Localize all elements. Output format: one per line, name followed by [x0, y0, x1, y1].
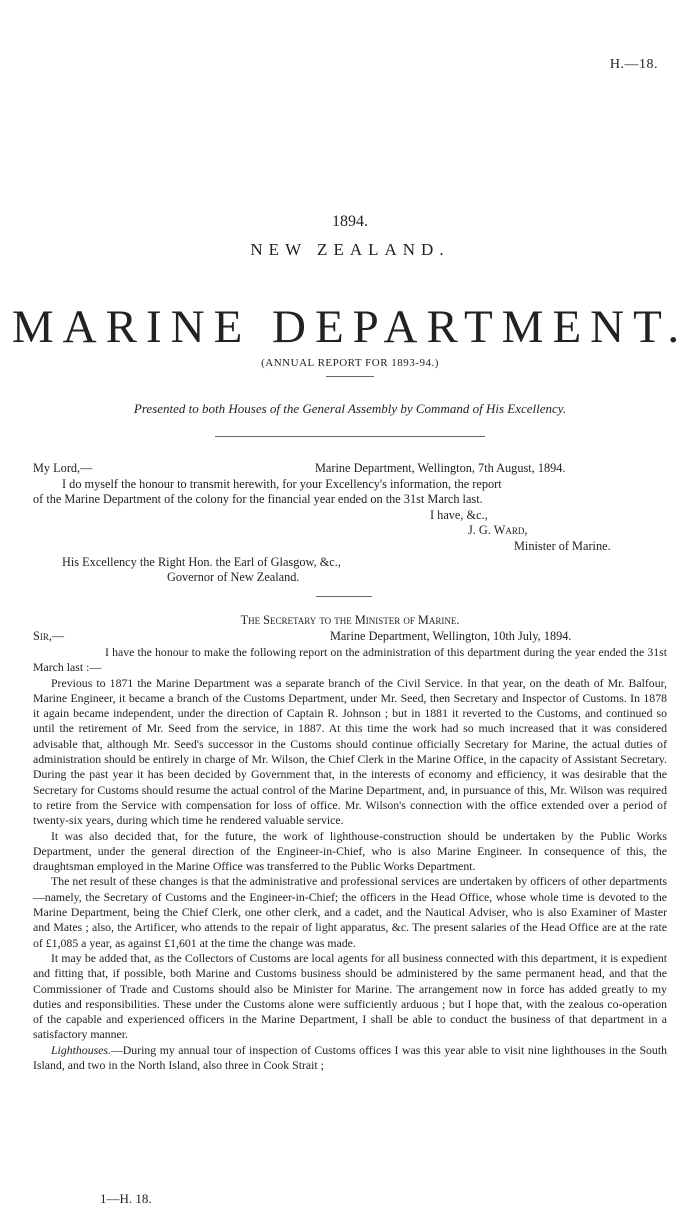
report-address: Marine Department, Wellington, 10th July, 1894.: [330, 629, 572, 643]
report-paragraph-customs-agents: It may be added that, as the Collectors of Customs are local agents for all business connected with this department, it is expedient and fitting that, if possible, both Marine and Customs business should be administered by the same permanent head, and that the Commissioner of Trade and Customs should also be Minister for Marine. The arrangement now in force has added greatly to my duties and responsibilities. These under the Customs alone were sufficiently arduous ; but I hope that, with the zealous co-operation of the capable and experienced officers in the Marine Department, I shall be able to conduct the business of that department in a satisfactory manner.: [33, 950, 667, 1042]
cover-recipient-line2: Governor of New Zealand.: [167, 570, 300, 584]
cover-address: Marine Department, Wellington, 7th August, 1894.: [315, 461, 566, 475]
report-salutation: Sir,—: [33, 629, 65, 643]
report-paragraph-lighthouse-construction: It was also decided that, for the future, the work of lighthouse-construction should be undertaken by the Public Works Department, under the general direction of the Engineer-in-Chief, who is also Marine Engineer. In consequence of this, the draughtsman employed in the Marine Office was transferred to the Public Works Department.: [33, 828, 667, 874]
title-rule: [326, 376, 374, 377]
page-code: H.—18.: [609, 57, 658, 72]
report-body: [33, 645, 667, 1073]
cover-recipient-line1: His Excellency the Right Hon. the Earl of Glasgow, &c.,: [62, 555, 341, 569]
cover-sign-title: Minister of Marine.: [514, 539, 611, 553]
country-heading: NEW ZEALAND.: [250, 240, 450, 259]
document-subtitle: (ANNUAL REPORT FOR 1893-94.): [261, 357, 439, 369]
cover-body-line2: of the Marine Department of the colony for the financial year ended on the 31st March last.: [33, 492, 483, 506]
lighthouses-text: —During my annual tour of inspection of Customs offices I was this year able to visit nine lighthouses in the South Island, and two in the North Island, also three in Cook Strait ;: [33, 1042, 667, 1073]
report-paragraph-history: Previous to 1871 the Marine Department was a separate branch of the Civil Service. In that year, on the death of Mr. Balfour, Marine Engineer, it became a branch of the Customs Department, under Mr. Seed, then Secretary and Inspector of Customs. In 1878 it again became independent, under the direction of Captain R. Johnson ; but in 1881 it reverted to the Customs, and continued so until the retirement of Mr. Seed from the service, in 1887. At this time the work had so much increased that it was considered advisable that, although Mr. Seed's successor in the Customs should continue officially Secretary for Marine, the actual duties of administration should be entirely in charge of Mr. Wilson, the Chief Clerk in the Marine Office, in the capacity of Assistant Secretary. During the past year it has been decided by Government that, in the interests of economy and efficiency, it was desirable that the Secretary for Customs should resume the actual control of the Marine Department, and, in pursuance of this, Mr. Wilson was required to retire from the Service with compensation for loss of office. Mr. Wilson's connection with the office extended over a period of twenty-six years, during which time he rendered valuable service.: [33, 675, 667, 828]
letter-rule: [316, 596, 372, 597]
lighthouses-lead: Lighthouses.: [51, 1042, 111, 1057]
presented-rule: [215, 436, 485, 437]
cover-body-line1: I do myself the honour to transmit herewith, for your Excellency's information, the report: [62, 477, 502, 491]
report-paragraph-lighthouses: [33, 1043, 667, 1074]
cover-closing: I have, &c.,: [430, 508, 488, 522]
report-paragraph-net-result: The net result of these changes is that the administrative and professional services are undertaken by officers of other departments—namely, the Secretary of Customs and the Engineer-in-Chief; the officers in the Head Office, whose whole time is devoted to the Marine Department, being the Chief Clerk, one other clerk, and a cadet, and the Nautical Adviser, who is also Examiner of Master and Mates ; also, the Artificer, who attends to the repair of light apparatus, &c. The present salaries of the Head Office are at the rate of £1,085 a year, as against £1,601 at the time the change was made.: [33, 874, 667, 950]
document-title: MARINE DEPARTMENT.: [11, 301, 689, 353]
sheet-number: 1—H. 18.: [100, 1191, 152, 1206]
cover-salutation: My Lord,—: [33, 461, 93, 475]
report-year: 1894.: [332, 213, 368, 230]
presented-line: Presented to both Houses of the General Assembly by Command of His Excellency.: [133, 401, 567, 416]
report-paragraph-intro: I have the honour to make the following report on the administration of this department during the year ended the 31st March last :—: [33, 645, 667, 675]
cover-signature: J. G. Ward,: [468, 523, 528, 537]
report-heading: The Secretary to the Minister of Marine.: [240, 613, 460, 627]
